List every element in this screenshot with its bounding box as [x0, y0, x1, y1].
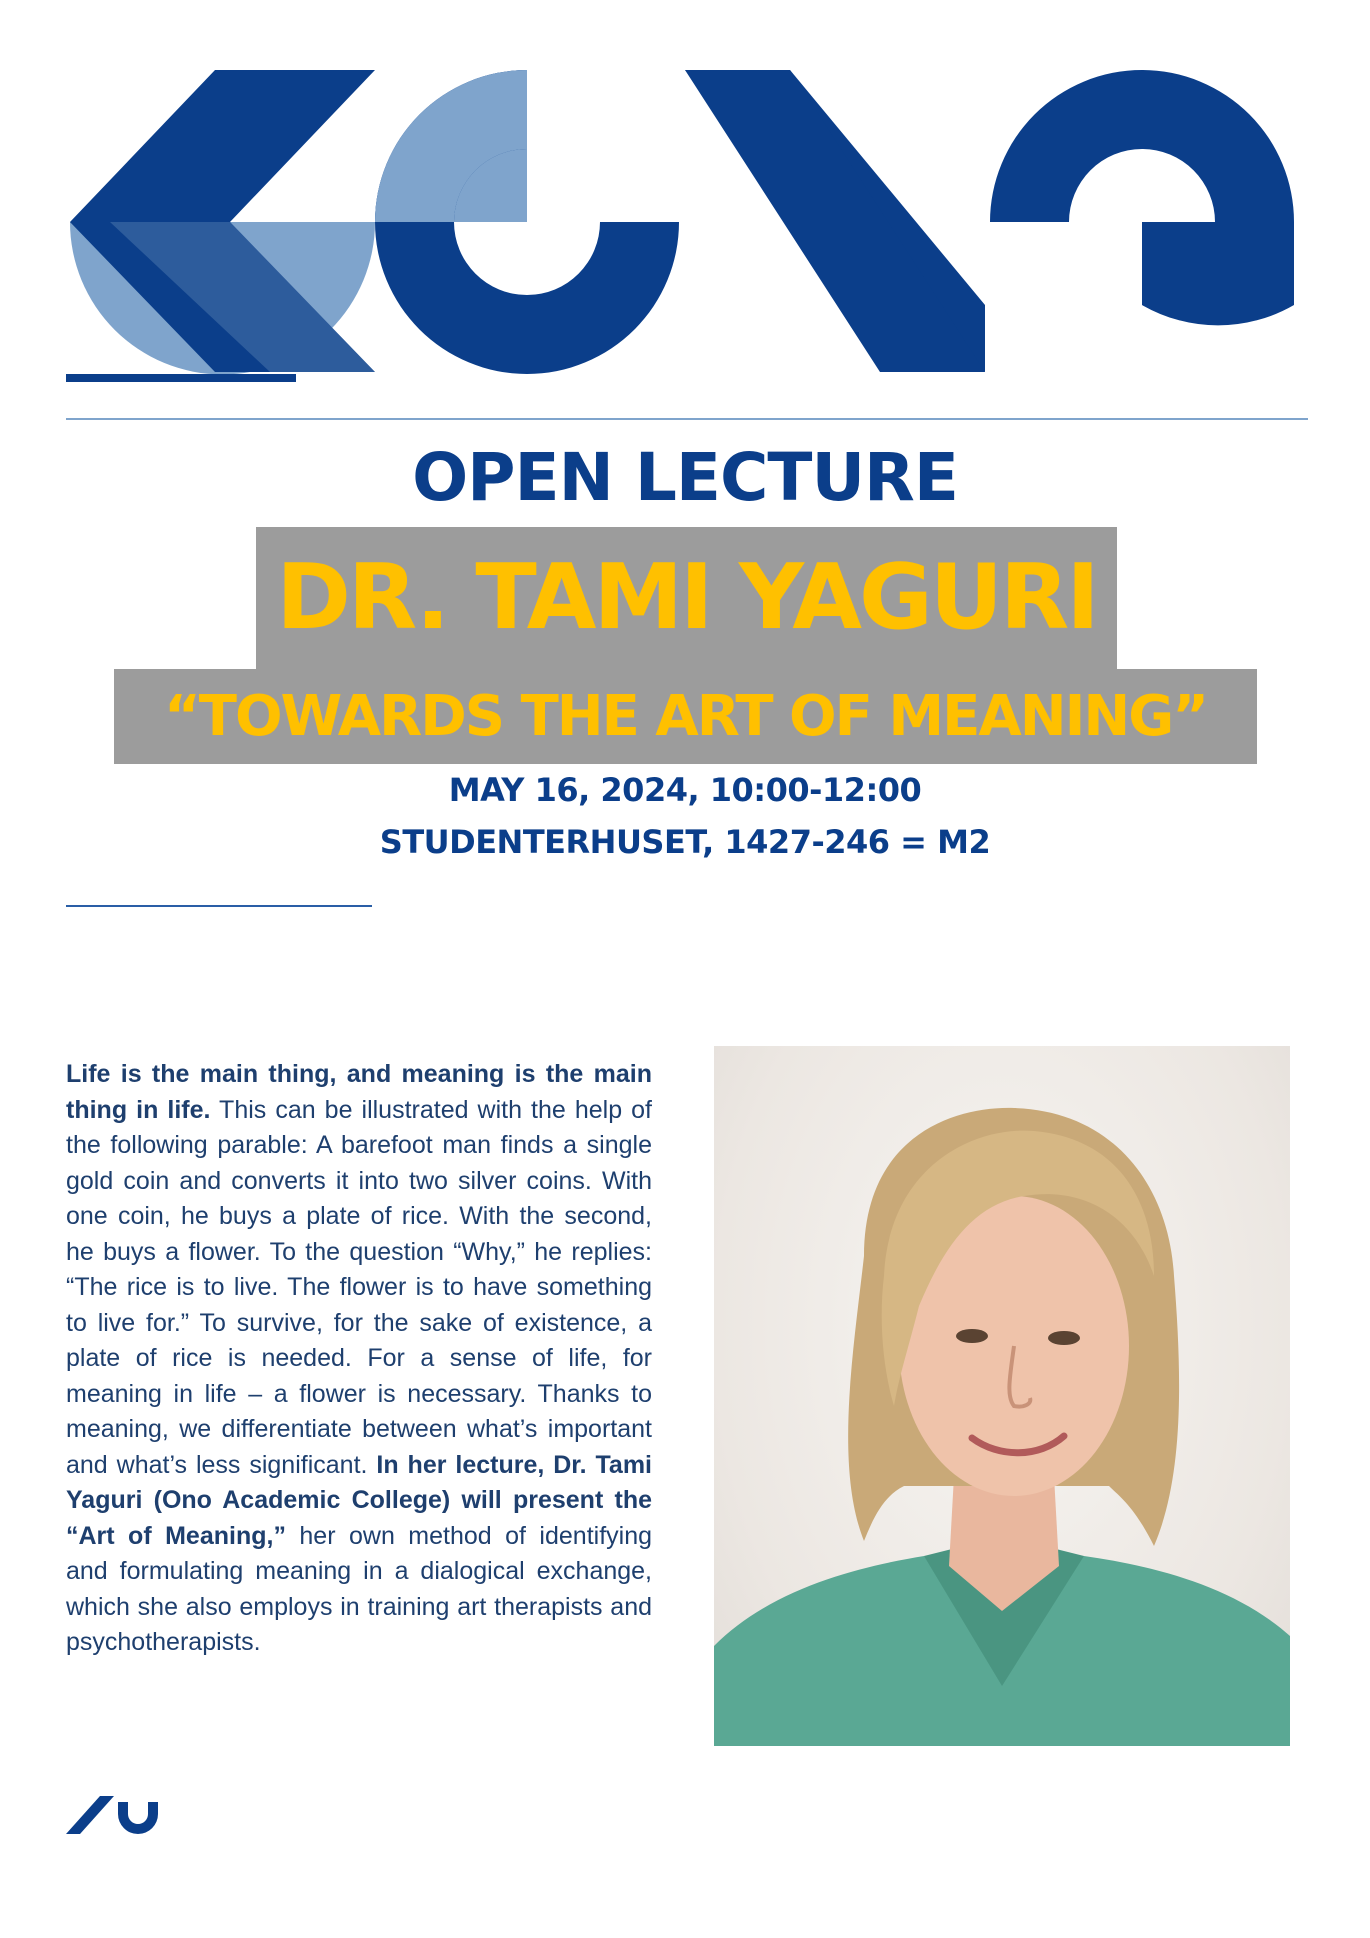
header-logo-graphic: [0, 0, 1370, 400]
description-intro: Life is the main thing, and meaning is the main thing in life.: [66, 1060, 652, 1124]
portrait-illustration: [714, 1046, 1290, 1746]
lecture-title: “TOWARDS THE ART OF MEANING”: [163, 684, 1208, 749]
top-divider: [66, 418, 1308, 420]
description-closing: her own method of identifying and formulating meaning in a dialogical exchange, which she also employs in training art therapists and psychotherapists.: [66, 1521, 652, 1656]
description-lecture-summary: In her lecture, Dr. Tami Yaguri (Ono Academic College) will present the “Art of Meaning,”: [66, 1450, 652, 1550]
university-logo-icon: [66, 1790, 176, 1840]
description-body: This can be illustrated with the help of the following parable: A barefoot man finds a single gold coin and converts it into two silver coins. With one coin, he buys a plate of rice. With the second, he buys a flower. To the question “Why,” he replies: “The rice is to live. The flower is to have something to live for.” To survive, for the sake of existence, a plate of rice is needed. For a sense of life, for meaning in life – a flower is necessary. Thanks to meaning, we differentiate between what’s important and what’s less significant.: [66, 1095, 652, 1479]
speaker-name-banner: [256, 527, 1117, 669]
speaker-portrait: [714, 1046, 1290, 1746]
lecture-location: STUDENTERHUSET, 1427-246 = M2: [379, 823, 991, 861]
section-divider: [66, 905, 372, 907]
lecture-title-banner: [114, 669, 1257, 764]
lecture-date-time: MAY 16, 2024, 10:00-12:00: [448, 771, 922, 809]
event-type-heading: OPEN LECTURE: [412, 439, 958, 516]
speaker-name: DR. TAMI YAGURI: [276, 545, 1097, 650]
lecture-description: [66, 1057, 652, 1661]
